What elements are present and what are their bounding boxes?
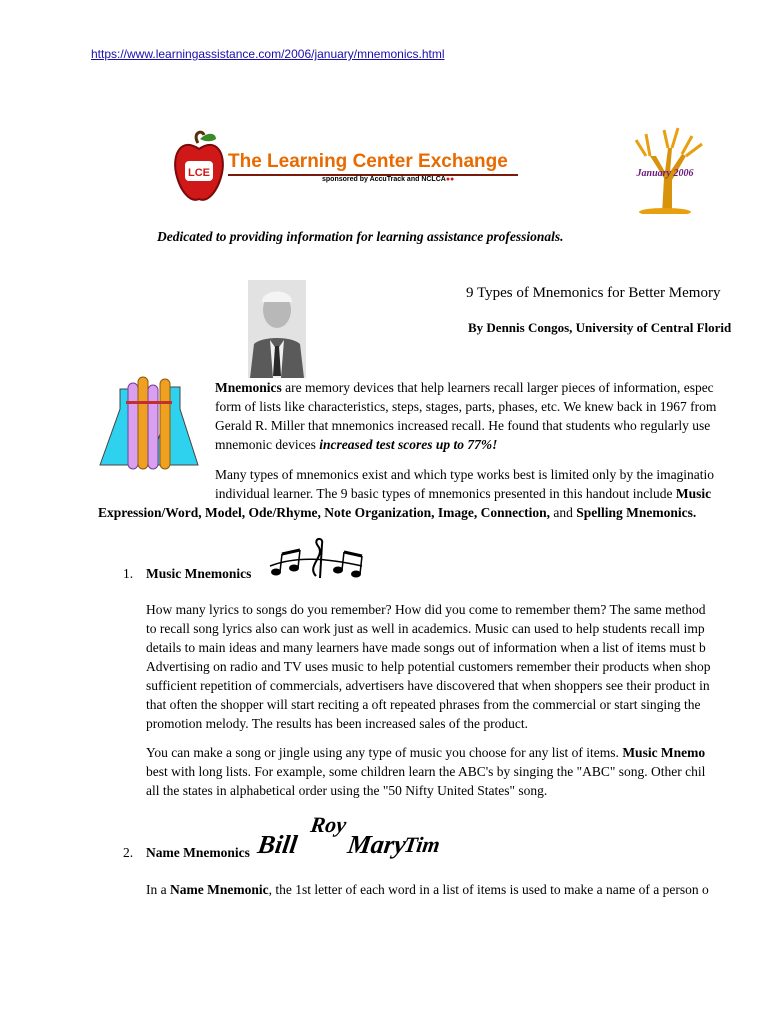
music-paragraph-2: You can make a song or jingle using any type of music you choose for any list of items. Music Mnemo best with long lists. For example, some children learn the ABC's by singing the "ABC" song. Other chil all the states in alphabetical order using the "50 Nifty United States" song. [146,745,706,798]
author-photo [248,280,306,378]
tree-graphic-icon [606,126,724,214]
name-mnemonics-heading: Name Mnemonics [146,845,250,860]
list-number-1: 1. [123,566,134,581]
article-title: 9 Types of Mnemonics for Better Memory [466,285,721,301]
banner-title: The Learning Center Exchange [228,151,508,172]
types-paragraph: Many types of mnemonics exist and which type works best is limited only by the imaginatio individual learner. The 9 basic types of mnemonics presented in this handout include Music [215,467,715,501]
music-mnemonics-heading: Music Mnemonics [146,566,252,581]
name-paragraph: In a Name Mnemonic, the 1st letter of each word in a list of items is used to make a name of a person o [146,882,709,897]
name-roy: Roy [309,812,349,837]
test-tubes-icon [98,375,210,473]
article-byline: By Dennis Congos, University of Central Florid [468,320,732,335]
name-tim: Tim [402,832,442,857]
intro-paragraph: Mnemonics are memory devices that help learners recall larger pieces of information, espec form of lists like characteristics, steps, stages, parts, phases, etc. We knew back in 1967 from Gerald R. Miller that mnemonics increased recall. He found that students who regularly use mnemonic devices increased test scores up to 77%! [215,380,717,452]
types-paragraph-line3: Expression/Word, Model, Ode/Rhyme, Note Organization, Image, Connection, and Spelling Mnemonics. [98,505,697,520]
logo-lettering: LCE [188,167,210,179]
lce-banner [166,127,526,208]
music-notes-icon [266,536,366,582]
apple-logo-icon [172,129,226,205]
tree-label: January 2006 [636,168,694,179]
page-url-link[interactable]: https://www.learningassistance.com/2006/january/mnemonics.html [91,47,445,61]
dedication-text: Dedicated to providing information for learning assistance professionals. [157,229,564,244]
name-bill: Bill [255,830,300,859]
list-number-2: 2. [123,845,134,860]
name-mary: Mary [345,830,408,859]
banner-subtitle: sponsored by AccuTrack and NCLCA●● [322,176,455,183]
music-paragraph-1: How many lyrics to songs do you remember? How did you come to remember them? The same method to recall song lyrics also can work just as well in academics. Music can used to help students recall imp details to main ideas and many learners have made songs out of information when a list of items must b Advertising on radio and TV uses music to help potential customers remember their products when shop sufficient repetition of commercials, advertisers have discovered that when shoppers see their product in that often the shopper will start reciting a oft repeated phrases from the commercial or start singing the promotion melody. The results has been increased sales of the product. [146,602,711,731]
